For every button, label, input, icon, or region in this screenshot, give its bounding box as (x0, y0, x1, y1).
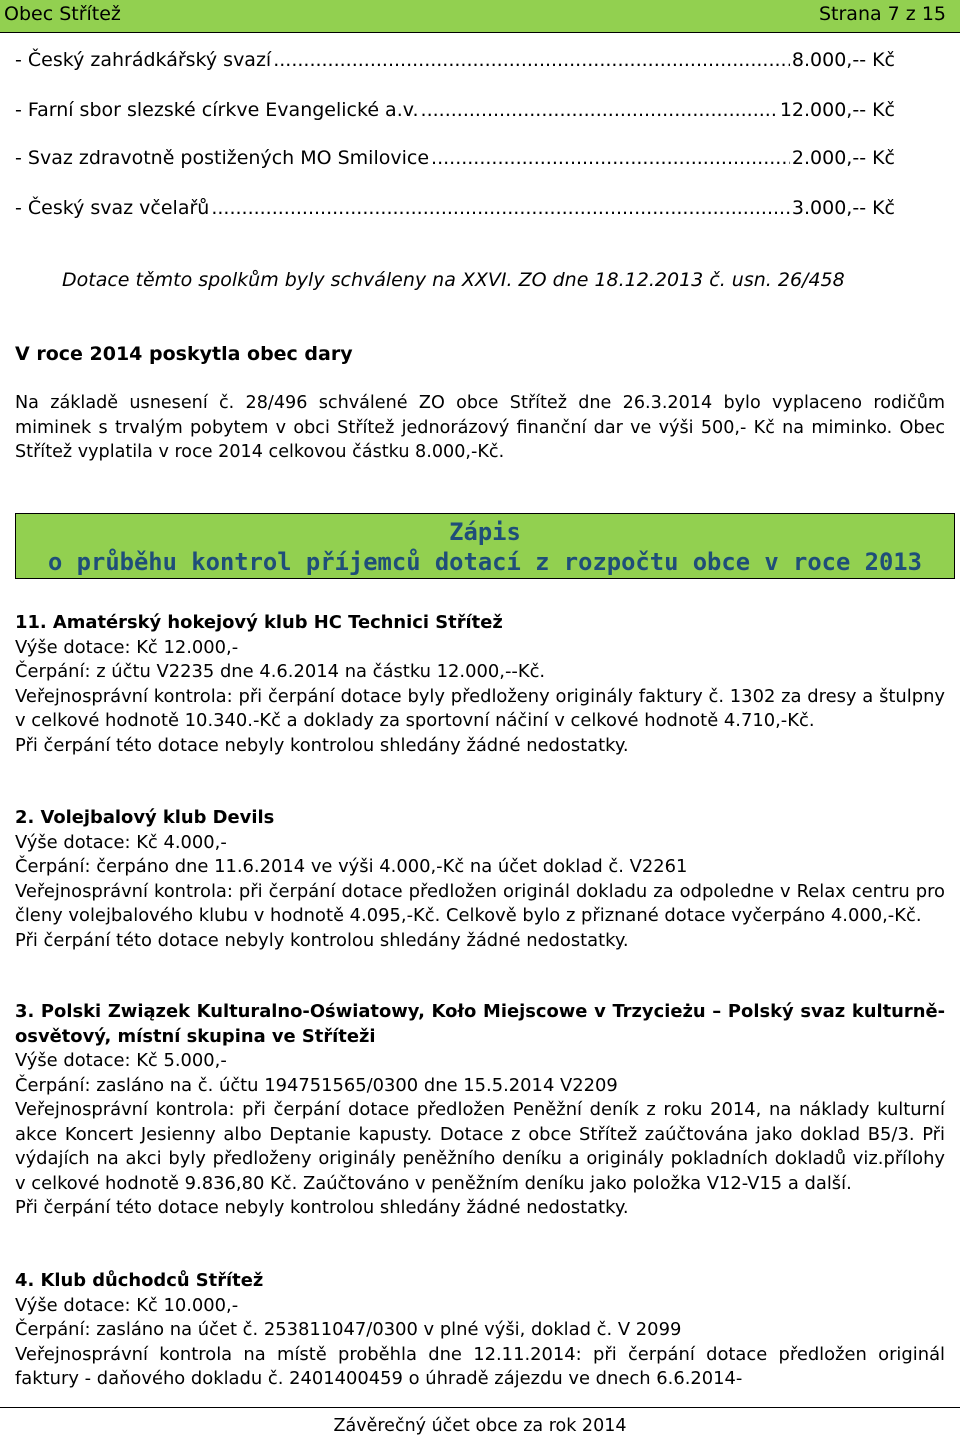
grant-result: Při čerpání této dotace nebyly kontrolou shledány žádné nedostatky. (15, 929, 629, 951)
donation-amount: 2.000,-- Kč (791, 147, 895, 169)
donation-label: - Český svaz včelařů (15, 197, 210, 219)
donation-row (15, 98, 895, 122)
report-title-box (15, 513, 955, 579)
donation-row (15, 146, 895, 170)
section-title: 11. Amatérský hokejový klub HC Technici Střítež (15, 612, 503, 633)
grant-payment: Čerpání: zasláno na č. účtu 194751565/0300 dne 15.5.2014 V2209 (15, 1074, 618, 1096)
dot-leader (273, 48, 790, 72)
report-subtitle: o průběhu kontrol příjemců dotací z rozpočtu obce v roce 2013 (48, 548, 922, 576)
grant-section (15, 806, 945, 953)
municipality-name: Obec Střítež (4, 3, 121, 25)
grant-section (15, 611, 945, 758)
donation-amount: 3.000,-- Kč (791, 197, 895, 219)
footer-divider (0, 1407, 960, 1408)
page-number: Strana 7 z 15 (818, 3, 946, 25)
donation-label: - Farní sbor slezské církve Evangelické a.v. (15, 99, 419, 121)
section-title: 2. Volejbalový klub Devils (15, 807, 275, 828)
grant-result: Při čerpání této dotace nebyly kontrolou shledány žádné nedostatky. (15, 734, 629, 756)
donation-row (15, 48, 895, 72)
page-header (0, 0, 960, 33)
grant-amount: Výše dotace: Kč 5.000,- (15, 1050, 227, 1071)
grant-payment: Čerpání: čerpáno dne 11.6.2014 ve výši 4.000,-Kč na účet doklad č. V2261 (15, 856, 688, 877)
dot-leader (421, 98, 778, 122)
report-title: Zápis (449, 518, 521, 546)
page-footer: Závěrečný účet obce za rok 2014 (333, 1416, 627, 1436)
grant-payment: Čerpání: zasláno na účet č. 253811047/0300 v plné výši, doklad č. V 2099 (15, 1319, 682, 1340)
grant-section (15, 1269, 945, 1392)
donations-heading: V roce 2014 poskytla obec dary (15, 343, 353, 365)
grant-control: Veřejnosprávní kontrola na místě proběhla dne 12.11.2014: při čerpání dotace předložen originál faktury - daňového dokladu č. 2401400459 o úhradě zájezdu ve dnech 6.6.2014- (15, 1343, 945, 1389)
donation-label: - Svaz zdravotně postižených MO Smilovice (15, 147, 430, 169)
grant-control: Veřejnosprávní kontrola: při čerpání dotace předložen originál dokladu za odpoledne v Relax centru pro členy volejbalového klubu v hodnotě 4.095,-Kč. Celkově bylo z přiznané dotace vyčerpáno 4.000,-Kč. (15, 880, 945, 926)
donation-amount: 8.000,-- Kč (791, 49, 895, 71)
section-title: 4. Klub důchodců Střítež (15, 1270, 264, 1291)
grant-control: Veřejnosprávní kontrola: při čerpání dotace byly předloženy originály faktury č. 1302 za dresy a štulpny v celkové hodnotě 10.340.-Kč a doklady za sportovní náčiní v celkové hodnotě 4.710,-Kč. (15, 685, 945, 731)
donations-paragraph: Na základě usnesení č. 28/496 schválené ZO obce Střítež dne 26.3.2014 bylo vyplaceno rodičům miminek s trvalým pobytem v obci Střítež jednorázový finanční dar ve výši 500,- Kč na miminko. Obec Střítež vyplatila v roce 2014 celkovou částku 8.000,-Kč. (15, 393, 945, 462)
grant-amount: Výše dotace: Kč 10.000,- (15, 1294, 239, 1316)
dot-leader (431, 146, 790, 170)
donation-row (15, 196, 895, 220)
dot-leader (211, 196, 790, 220)
approval-note: Dotace těmto spolkům byly schváleny na XXVI. ZO dne 18.12.2013 č. usn. 26/458 (62, 269, 845, 291)
grant-section (15, 1000, 945, 1221)
grant-amount: Výše dotace: Kč 12.000,- (15, 636, 239, 658)
grant-result: Při čerpání této dotace nebyly kontrolou shledány žádné nedostatky. (15, 1197, 629, 1218)
donation-label: - Český zahrádkářský svazí (15, 49, 272, 71)
donation-amount: 12.000,-- Kč (779, 99, 895, 121)
grant-control: Veřejnosprávní kontrola: při čerpání dotace předložen Peněžní deník z roku 2014, na náklady kulturní akce Koncert Jesienny albo Deptanie kapusty. Dotace z obce Střítež zaúčtována jako doklad B5/3. Při výdajích na akci byly předloženy originály peněžního deníku a originály pokladních dokladů viz.přílohy v celkové hodnotě 9.836,80 Kč. Zaúčtováno v peněžním deníku jako položka V12-V15 a další. (15, 1099, 945, 1194)
section-title: 3. Polski Związek Kulturalno-Oświatowy, Koło Miejscowe v Trzycieżu – Polský svaz kulturně-osvětový, místní skupina ve Stříteži (15, 1001, 945, 1047)
grant-payment: Čerpání: z účtu V2235 dne 4.6.2014 na částku 12.000,--Kč. (15, 661, 546, 682)
grant-amount: Výše dotace: Kč 4.000,- (15, 831, 227, 853)
